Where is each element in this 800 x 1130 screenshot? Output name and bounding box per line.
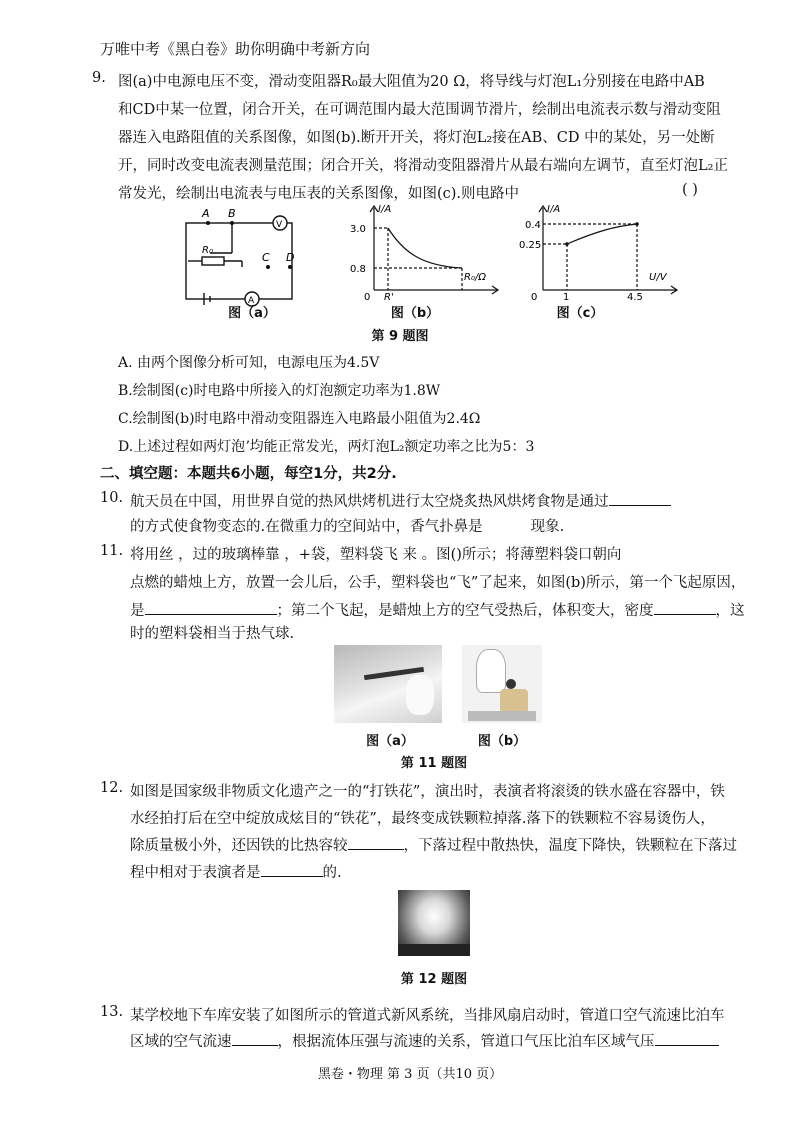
label-d: D (286, 251, 295, 264)
page-header: 万唯中考《黑白卷》助你明确中考新方向 (100, 40, 371, 58)
graph-b-ylabel: I/A (378, 204, 392, 215)
graph-b (350, 200, 505, 303)
answer-blank[interactable] (654, 600, 716, 615)
graph-b-origin: 0 (364, 292, 371, 303)
answer-blank[interactable] (261, 862, 323, 877)
q11-caption-a: 图（a） (366, 734, 414, 749)
q11-line-2: 点燃的蜡烛上方，放置一会儿后，公手，塑料袋也“飞”了起来，如图(b)所示，第一个飞起原因， (130, 575, 746, 591)
terminal-b-dot (230, 221, 234, 225)
answer-blank[interactable] (232, 1031, 278, 1046)
question-number: 9. (92, 70, 106, 86)
answer-blank[interactable] (483, 517, 531, 531)
q9-line-3: 器连入电路阻值的关系图像，如图(b).断开开关，将灯泡L₂接在AB、CD 中的某处，另一处断 (118, 130, 715, 146)
q12-line-2: 水经拍打后在空中绽放成炫目的“铁花”，最终变成铁颗粒掉落.落下的铁颗粒不容易烫伤人， (130, 811, 715, 827)
fig-b-caption: 图（b） (390, 306, 440, 321)
question-number: 10. (100, 490, 124, 506)
graph-c-origin: 0 (531, 292, 538, 303)
terminal-a-dot (206, 221, 210, 225)
q12-line-4 (130, 861, 342, 882)
q11-line-1: 将用丝 ，过的玻璃棒靠 ，+袋，塑料袋飞 来 。图()所示；将薄塑料袋口朝向 (130, 547, 622, 563)
section-title: 二、填空题：本题共6小题，每空1分，共2分. (100, 466, 397, 482)
answer-blank[interactable] (145, 600, 277, 615)
graph-c-ylabel: I/A (547, 204, 561, 215)
label-a: A (202, 207, 210, 220)
label-c: C (262, 251, 270, 264)
q11-caption-b: 图（b） (477, 734, 527, 749)
choice-a: A. 由两个图像分析可知，电源电压为4.5V (118, 355, 380, 371)
voltmeter-label: V (276, 220, 283, 230)
page-footer: 黑卷・物理 第 3 页（共10 页） (317, 1067, 503, 1082)
answer-blank[interactable] (655, 1031, 719, 1046)
choice-b: B.绘制图(c)时电路中所接入的灯泡额定功率为1.8W (118, 383, 441, 399)
q10-text-2a: 的方式使食物变态的.在微重力的空间站中，香气扑鼻是 (130, 519, 483, 535)
graph-c-xtick-1: 1 (563, 292, 570, 303)
q13-text-2b: ，根据流体压强与流速的关系，管道口气压比泊车区域气压 (277, 1034, 655, 1050)
q9-line-1: 图(a)中电源电压不变，滑动变阻器R₀最大阻值为20 Ω，将导线与灯泡L₁分别接在电路中AB (118, 74, 705, 90)
graph-c (519, 200, 685, 303)
q13-line-2 (130, 1030, 719, 1051)
q12-text-3b: ，下落过程中散热快，温度下降快，铁颗粒在下落过 (403, 838, 737, 854)
graph-b-ytick-2: 0.8 (350, 264, 366, 275)
fig-a-caption: 图（a） (228, 306, 276, 321)
choice-c: C.绘制图(b)时电路中滑动变阻器连入电路最小阻值为2.4Ω (118, 411, 481, 427)
question-number: 12. (100, 780, 124, 796)
label-b: B (228, 207, 236, 220)
ammeter-label: A (248, 296, 255, 306)
answer-blank[interactable] (348, 835, 404, 850)
graph-c-ytick-2: 0.25 (519, 240, 542, 251)
q12-line-3 (130, 834, 737, 855)
q10-line-2 (130, 515, 564, 536)
q11-text-3b: ；第二个飞起，是蜡烛上方的空气受热后，体积变大，密度 (276, 603, 654, 619)
label-r0: R₀ (202, 245, 213, 256)
q12-text-4b: 的. (322, 865, 342, 881)
q10-text-2b: 现象. (530, 519, 565, 535)
graph-b-ytick-1: 3.0 (350, 224, 366, 235)
q11-line-4: 时的塑料袋相当于热气球. (130, 626, 295, 642)
q11-text-3c: ，这 (715, 603, 745, 619)
q12-figure-caption: 第 12 题图 (400, 972, 468, 987)
q11-photo-b (462, 645, 542, 723)
q9-line-2: 和CD中某一位置，闭合开关，在可调范围内最大范围调节滑片，绘制出电流表示数与滑动变阻 (118, 102, 721, 118)
graph-c-xtick-2: 4.5 (627, 292, 643, 303)
fig-c-caption: 图（c） (556, 306, 604, 321)
q9-answer-bracket: ( ) (682, 182, 698, 198)
q13-text-2a: 区域的空气流速 (130, 1034, 232, 1050)
q12-photo (398, 890, 470, 956)
answer-blank[interactable] (609, 491, 671, 506)
q10-text-1: 航天员在中国，用世界自觉的热风烘烤机进行太空烧炙热风烘烤食物是通过 (130, 494, 609, 510)
question-number: 13. (100, 1004, 124, 1020)
q13-line-1: 某学校地下车库安装了如图所示的管道式新风系统，当排风扇启动时，管道口空气流速比泊车 (130, 1008, 725, 1024)
graph-b-xlabel: R₀/Ω (464, 272, 486, 283)
q12-text-3a: 除质量极小外，还因铁的比热容较 (130, 838, 348, 854)
q12-text-4a: 程中相对于表演者是 (130, 865, 261, 881)
graph-c-ytick-1: 0.4 (525, 220, 541, 231)
choice-d: D.上述过程如两灯泡ʼ均能正常发光，两灯泡L₂额定功率之比为5：3 (118, 439, 535, 455)
q10-line-1 (130, 490, 671, 511)
q9-line-5: 常发光，绘制出电流表与电压表的关系图像，如图(c).则电路中 (118, 186, 520, 202)
graph-c-xlabel: U/V (649, 272, 667, 283)
terminal-c-dot (266, 265, 270, 269)
question-number: 11. (100, 543, 124, 559)
q12-line-1: 如图是国家级非物质文化遗产之一的“打铁花”，演出时，表演者将滚烫的铁水盛在容器中，铁 (130, 784, 725, 800)
q11-line-3 (130, 599, 745, 620)
q9-line-4: 开，同时改变电流表测量范围；闭合开关，将滑动变阻器滑片从最右端向左调节，直至灯泡L₂正 (118, 158, 728, 174)
q11-photo-a (334, 645, 442, 723)
q11-text-3a: 是 (130, 603, 145, 619)
graph-b-xmark: R' (384, 292, 394, 303)
terminal-d-dot (288, 265, 292, 269)
q9-figure-caption: 第 9 题图 (371, 329, 429, 344)
q11-figure-caption: 第 11 题图 (400, 756, 468, 771)
